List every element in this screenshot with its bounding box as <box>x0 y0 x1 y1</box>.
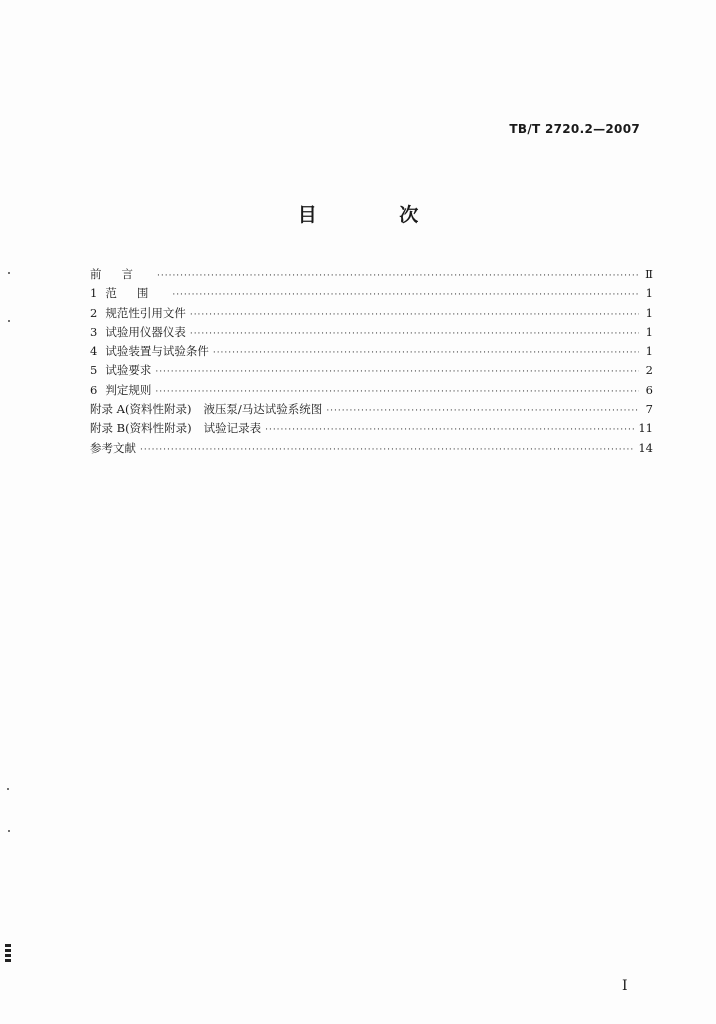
toc-entry-page: 1 <box>645 305 653 320</box>
toc-entry-label: 试验要求 <box>105 363 152 378</box>
toc-entry[interactable] <box>90 440 653 459</box>
toc-entry[interactable] <box>90 305 653 324</box>
toc-entry-subtitle: 液压泵/马达试验系统图 <box>203 402 323 417</box>
toc-entry[interactable] <box>90 401 653 420</box>
toc-entry-page: 7 <box>645 402 653 417</box>
scan-speck <box>8 272 10 274</box>
toc-entry-page: Ⅱ <box>645 267 653 281</box>
toc-leader-dots <box>213 348 639 358</box>
toc-entry-number: 5 <box>90 363 98 378</box>
toc-entry-page: 1 <box>645 324 653 339</box>
toc-leader-dots <box>326 406 639 416</box>
standard-code: TB/T 2720.2—2007 <box>509 122 640 136</box>
toc-entry[interactable] <box>90 266 653 285</box>
scan-edge-mark <box>5 944 11 962</box>
toc-entry[interactable] <box>90 382 653 401</box>
toc-entry[interactable] <box>90 343 653 362</box>
toc-entry-label: 范围 <box>105 286 169 301</box>
table-of-contents <box>90 266 653 459</box>
toc-entry-page: 14 <box>638 440 653 455</box>
toc-entry-subtitle: 试验记录表 <box>203 421 262 436</box>
toc-leader-dots <box>155 367 639 377</box>
toc-entry-number: 3 <box>90 324 98 339</box>
toc-entry-label: 附录 A(资料性附录) <box>90 402 192 417</box>
toc-leader-dots <box>265 425 634 435</box>
toc-entry-number: 6 <box>90 382 98 397</box>
toc-entry-label: 规范性引用文件 <box>105 305 186 320</box>
toc-entry[interactable] <box>90 324 653 343</box>
toc-entry-label: 附录 B(资料性附录) <box>90 421 192 436</box>
toc-entry-number: 1 <box>90 286 98 301</box>
toc-entry-label: 试验装置与试验条件 <box>105 344 209 359</box>
toc-entry-page: 1 <box>645 286 653 301</box>
toc-entry-label: 判定规则 <box>105 382 152 397</box>
scan-speck <box>8 320 10 322</box>
toc-entry-label: 参考文献 <box>90 440 136 455</box>
toc-entry-page: 1 <box>645 344 653 359</box>
toc-entry-page: 2 <box>645 363 653 378</box>
scan-speck <box>7 788 9 790</box>
page-number: I <box>622 978 628 994</box>
toc-leader-dots <box>190 329 639 339</box>
scan-speck <box>8 830 10 832</box>
toc-entry[interactable] <box>90 285 653 304</box>
toc-entry[interactable] <box>90 420 653 439</box>
toc-entry-label: 试验用仪器仪表 <box>105 324 186 339</box>
toc-entry-number: 4 <box>90 344 98 359</box>
toc-entry[interactable] <box>90 362 653 381</box>
toc-leader-dots <box>157 271 639 281</box>
toc-entry-page: 6 <box>645 382 653 397</box>
toc-entry-label: 前言 <box>90 267 153 281</box>
toc-leader-dots <box>155 387 639 397</box>
toc-entry-page: 11 <box>638 421 653 436</box>
toc-leader-dots <box>140 445 634 455</box>
toc-leader-dots <box>190 310 639 320</box>
toc-leader-dots <box>172 290 639 300</box>
page-title: 目 次 <box>297 204 457 226</box>
toc-entry-number: 2 <box>90 305 98 320</box>
